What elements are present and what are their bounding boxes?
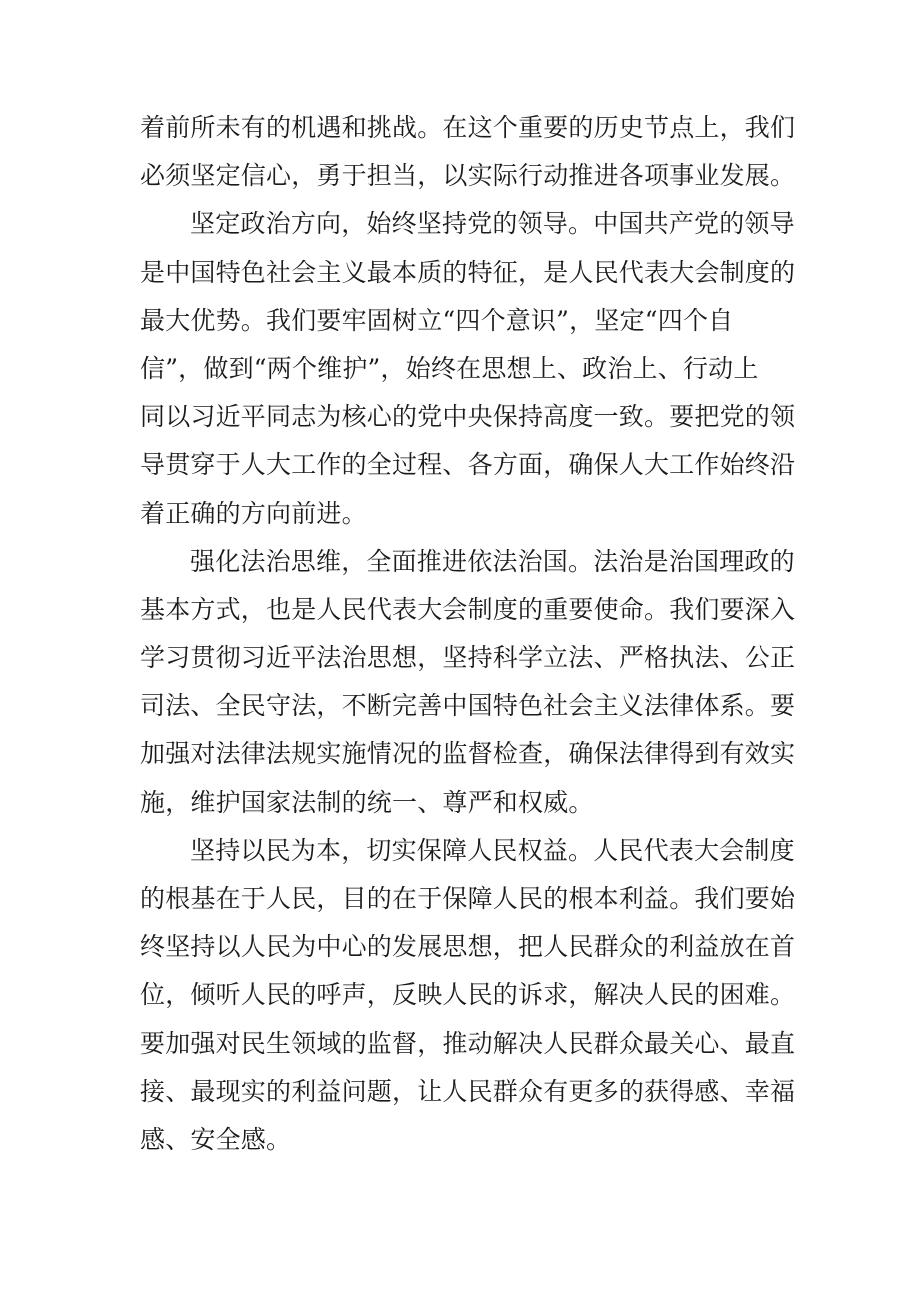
text-line: 接、最现实的利益问题，让人民群众有更多的获得感、幸福 — [140, 1076, 796, 1106]
text-line: 感、安全感。 — [140, 1124, 292, 1154]
paragraph-intro-continuation — [140, 104, 796, 200]
document-body — [140, 104, 796, 1164]
text-line: 基本方式，也是人民代表大会制度的重要使命。我们要深入 — [140, 594, 796, 624]
text-line: 司法、全民守法，不断完善中国特色社会主义法律体系。要 — [140, 691, 796, 721]
text-line: 必须坚定信心，勇于担当，以实际行动推进各项事业发展。 — [140, 161, 796, 191]
text-line: 的根基在于人民，目的在于保障人民的根本利益。我们要始 — [140, 884, 796, 913]
text-line: 学习贯彻习近平法治思想，坚持科学立法、严格执法、公正 — [140, 643, 796, 673]
text-line: 坚持以民为本，切实保障人民权益。人民代表大会制度 — [190, 835, 795, 865]
paragraph-rule-of-law — [140, 538, 796, 827]
text-line: 导贯穿于人大工作的全过程、各方面，确保人大工作始终沿 — [140, 450, 796, 480]
text-line: 着前所未有的机遇和挑战。在这个重要的历史节点上，我们 — [140, 113, 796, 142]
text-line: 是中国特色社会主义最本质的特征，是人民代表大会制度的 — [140, 257, 796, 287]
text-line: 信”，做到“两个维护”，始终在思想上、政治上、行动上 — [140, 353, 759, 383]
text-line: 终坚持以人民为中心的发展思想，把人民群众的利益放在首 — [140, 932, 796, 962]
text-line: 着正确的方向前进。 — [140, 498, 367, 528]
text-line: 要加强对民生领域的监督，推动解决人民群众最关心、最直 — [140, 1028, 796, 1058]
paragraph-political-direction — [140, 200, 796, 537]
text-line: 位，倾听人民的呼声，反映人民的诉求，解决人民的困难。 — [140, 980, 796, 1010]
text-line: 最大优势。我们要牢固树立“四个意识”，坚定“四个自 — [140, 305, 734, 335]
text-line: 强化法治思维，全面推进依法治国。法治是治国理政的 — [190, 546, 795, 576]
text-line: 加强对法律法规实施情况的监督检查，确保法律得到有效实 — [140, 739, 796, 769]
text-line: 施，维护国家法制的统一、尊严和权威。 — [140, 787, 594, 817]
paragraph-people-centered — [140, 827, 796, 1164]
text-line: 坚定政治方向，始终坚持党的领导。中国共产党的领导 — [190, 209, 795, 239]
text-line: 同以习近平同志为核心的党中央保持高度一致。要把党的领 — [140, 402, 796, 432]
